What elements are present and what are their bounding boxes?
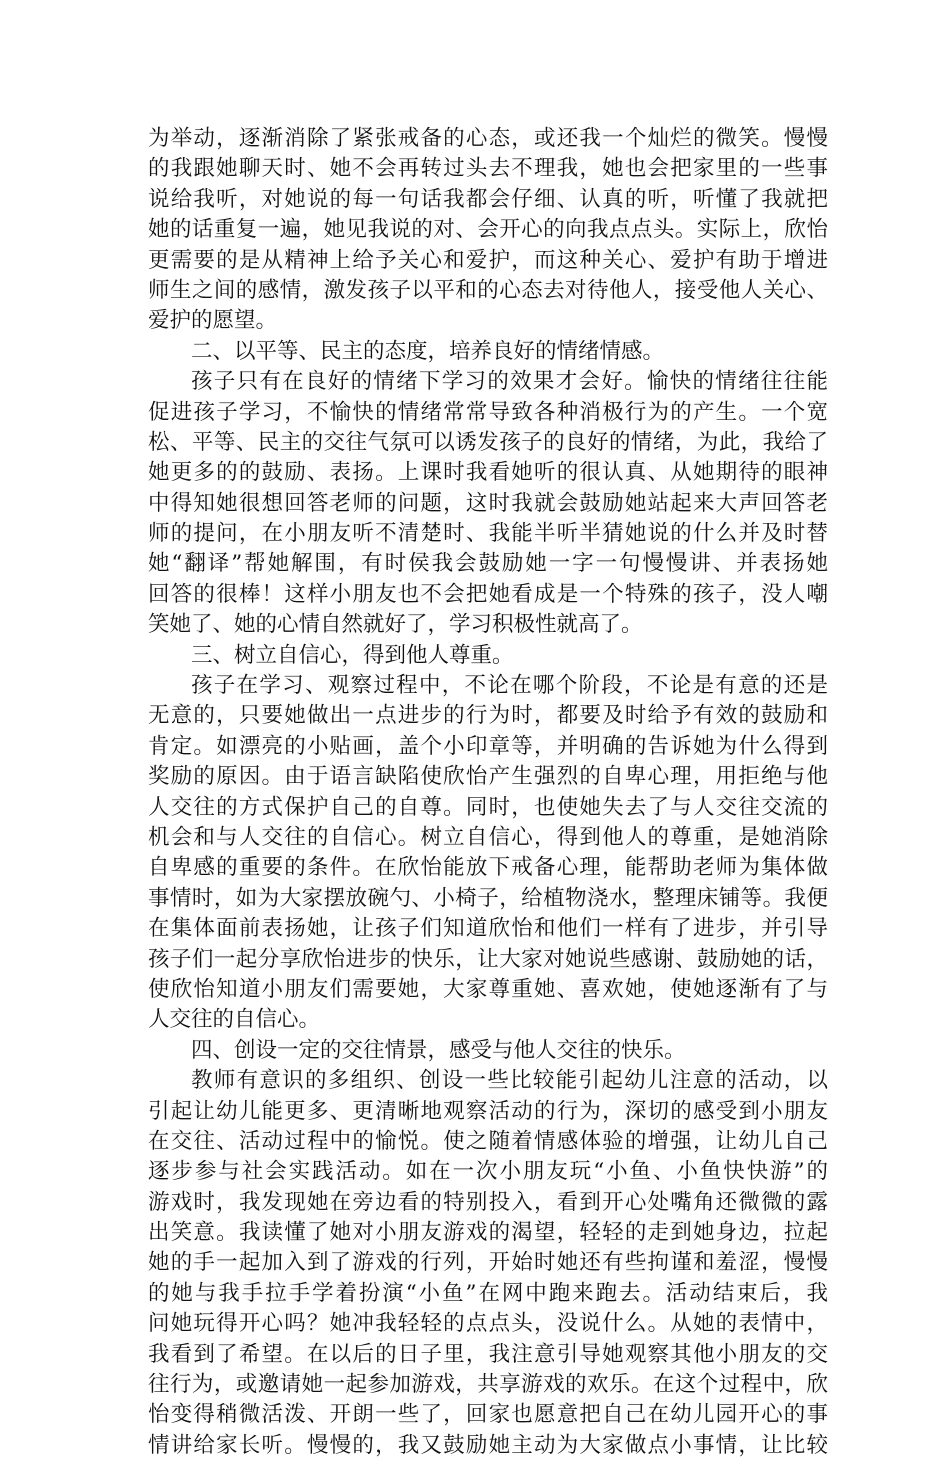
text-line: 逐步参与社会实践活动。如在一次小朋友玩“小鱼、小鱼快快游”的 xyxy=(148,1159,828,1185)
text-line: 回答的很棒！这样小朋友也不会把她看成是一个特殊的孩子，没人嘲 xyxy=(148,581,828,607)
text-line: 师生之间的感情，激发孩子以平和的心态去对待他人，接受他人关心、 xyxy=(148,277,828,303)
text-line: 促进孩子学习，不愉快的情绪常常导致各种消极行为的产生。一个宽 xyxy=(148,399,828,425)
text-line: 她的话重复一遍，她见我说的对、会开心的向我点点头。实际上，欣怡 xyxy=(148,217,828,243)
text-line: 人交往的自信心。 xyxy=(148,1007,321,1033)
text-line: 孩子在学习、观察过程中，不论在哪个阶段，不论是有意的还是 xyxy=(191,673,828,699)
text-line: 事情时，如为大家摆放碗勺、小椅子，给植物浇水，整理床铺等。我便 xyxy=(148,885,828,911)
text-line: 她“翻译”帮她解围，有时侯我会鼓励她一字一句慢慢讲、并表扬她 xyxy=(148,551,828,577)
text-line: 她更多的的鼓励、表扬。上课时我看她听的很认真、从她期待的眼神 xyxy=(148,460,828,486)
text-line: 教师有意识的多组织、创设一些比较能引起幼儿注意的活动，以 xyxy=(191,1068,828,1094)
text-line: 奖励的原因。由于语言缺陷使欣怡产生强烈的自卑心理，用拒绝与他 xyxy=(148,764,828,790)
section-heading: 四、创设一定的交往情景，感受与他人交往的快乐。 xyxy=(191,1037,686,1063)
text-line: 情讲给家长听。慢慢的，我又鼓励她主动为大家做点小事情，让比较 xyxy=(148,1432,828,1458)
text-line: 她的手一起加入到了游戏的行列，开始时她还有些拘谨和羞涩，慢慢 xyxy=(148,1250,828,1276)
text-line: 师的提问，在小朋友听不清楚时、我能半听半猜她说的什么并及时替 xyxy=(148,521,828,547)
text-line: 孩子只有在良好的情绪下学习的效果才会好。愉快的情绪往往能 xyxy=(191,369,828,395)
text-line: 机会和与人交往的自信心。树立自信心，得到他人的尊重，是她消除 xyxy=(148,824,828,850)
text-line: 爱护的愿望。 xyxy=(148,308,278,334)
text-line: 引起让幼儿能更多、更清晰地观察活动的行为，深切的感受到小朋友 xyxy=(148,1098,828,1124)
text-line: 无意的，只要她做出一点进步的行为时，都要及时给予有效的鼓励和 xyxy=(148,703,828,729)
text-line: 怡变得稍微活泼、开朗一些了，回家也愿意把自己在幼儿园开心的事 xyxy=(148,1402,828,1428)
body-text xyxy=(148,124,828,1461)
text-line: 使欣怡知道小朋友们需要她，大家尊重她、喜欢她，使她逐渐有了与 xyxy=(148,976,828,1002)
text-line: 为举动，逐渐消除了紧张戒备的心态，或还我一个灿烂的微笑。慢慢 xyxy=(148,126,828,151)
text-line: 问她玩得开心吗？她冲我轻轻的点点头，没说什么。从她的表情中， xyxy=(148,1311,828,1337)
text-line: 更需要的是从精神上给予关心和爱护，而这种关心、爱护有助于增进 xyxy=(148,247,828,273)
section-heading: 二、以平等、民主的态度，培养良好的情绪情感。 xyxy=(191,338,665,364)
text-line: 孩子们一起分享欣怡进步的快乐，让大家对她说些感谢、鼓励她的话， xyxy=(148,946,828,972)
text-line: 中得知她很想回答老师的问题，这时我就会鼓励她站起来大声回答老 xyxy=(148,490,828,516)
text-line: 往行为，或邀请她一起参加游戏，共享游戏的欢乐。在这个过程中，欣 xyxy=(148,1372,828,1398)
text-line: 笑她了、她的心情自然就好了，学习积极性就高了。 xyxy=(148,612,643,638)
text-line: 出笑意。我读懂了她对小朋友游戏的渴望，轻轻的走到她身边，拉起 xyxy=(148,1220,828,1246)
text-line: 游戏时，我发现她在旁边看的特别投入，看到开心处嘴角还微微的露 xyxy=(148,1189,828,1215)
text-line: 肯定。如漂亮的小贴画，盖个小印章等，并明确的告诉她为什么得到 xyxy=(148,733,828,759)
text-line: 人交往的方式保护自己的自尊。同时，也使她失去了与人交往交流的 xyxy=(148,794,828,820)
section-heading: 三、树立自信心，得到他人尊重。 xyxy=(191,642,514,668)
text-line: 在交往、活动过程中的愉悦。使之随着情感体验的增强，让幼儿自己 xyxy=(148,1128,828,1154)
text-line: 松、平等、民主的交往气氛可以诱发孩子的良好的情绪，为此，我给了 xyxy=(148,429,828,455)
text-line: 的她与我手拉手学着扮演“小鱼”在网中跑来跑去。活动结束后，我 xyxy=(148,1280,828,1306)
text-line: 自卑感的重要的条件。在欣怡能放下戒备心理，能帮助老师为集体做 xyxy=(148,855,828,881)
text-line: 说给我听，对她说的每一句话我都会仔细、认真的听，听懂了我就把 xyxy=(148,186,828,212)
text-line: 我看到了希望。在以后的日子里，我注意引导她观察其他小朋友的交 xyxy=(148,1341,828,1367)
text-line: 在集体面前表扬她，让孩子们知道欣怡和他们一样有了进步，并引导 xyxy=(148,916,828,942)
text-line: 的我跟她聊天时、她不会再转过头去不理我，她也会把家里的一些事 xyxy=(148,156,828,182)
